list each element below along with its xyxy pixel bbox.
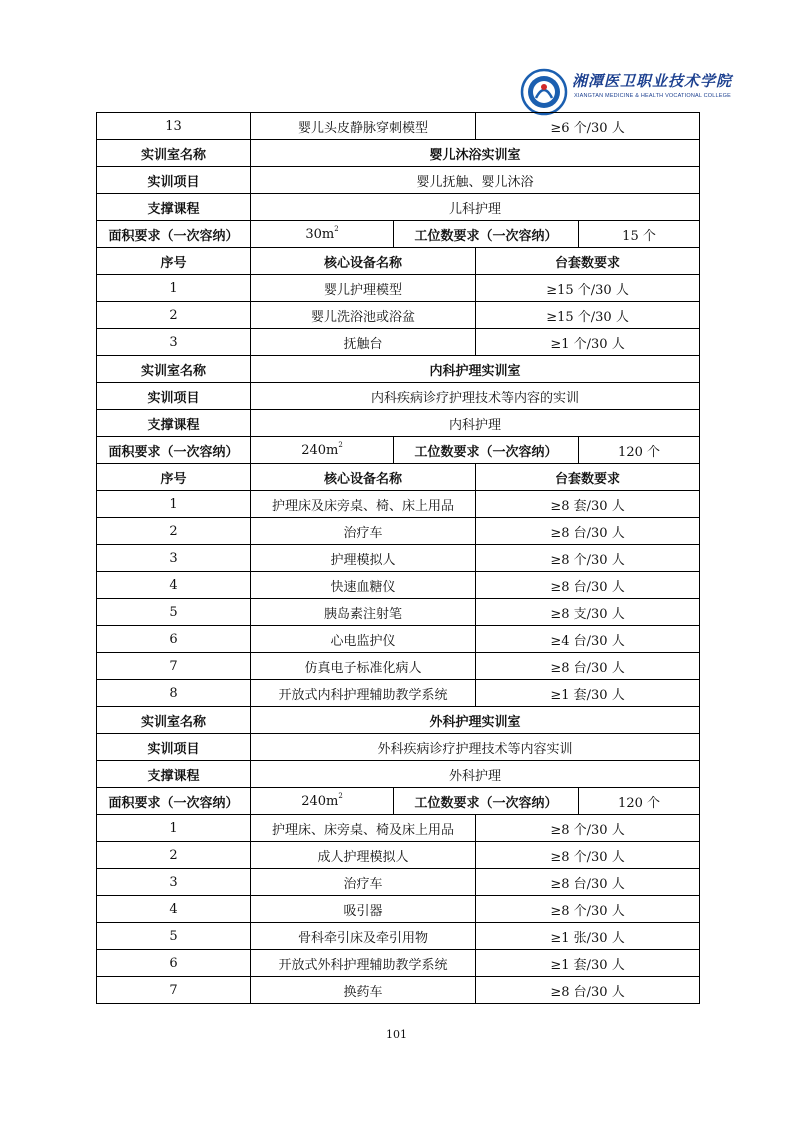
quantity-cell: ≥4 台/30 人 [476, 626, 700, 653]
area-row [97, 437, 700, 464]
course-label: 支撑课程 [97, 761, 251, 788]
seq-cell: 1 [97, 815, 251, 842]
equipment-cell: 护理床及床旁桌、椅、床上用品 [251, 491, 476, 518]
project-row [97, 167, 700, 194]
equipment-cell: 心电监护仪 [251, 626, 476, 653]
seq-cell: 13 [97, 113, 251, 140]
equipment-cell: 换药车 [251, 977, 476, 1004]
seq-cell: 2 [97, 518, 251, 545]
quantity-header: 台套数要求 [476, 248, 700, 275]
area-value: $30m^2$ [251, 221, 394, 248]
project-row [97, 734, 700, 761]
equipment-cell: 婴儿头皮静脉穿刺模型 [251, 113, 476, 140]
table-row [97, 329, 700, 356]
page-number: 101 [386, 1028, 407, 1041]
seq-cell: 3 [97, 869, 251, 896]
table-row [97, 950, 700, 977]
seq-cell: 6 [97, 950, 251, 977]
seq-cell: 7 [97, 653, 251, 680]
project-label: 实训项目 [97, 734, 251, 761]
course-row [97, 194, 700, 221]
room-name-row [97, 707, 700, 734]
table-row [97, 302, 700, 329]
quantity-cell: ≥8 台/30 人 [476, 869, 700, 896]
seq-cell: 5 [97, 923, 251, 950]
course-row [97, 761, 700, 788]
equipment-cell: 胰岛素注射笔 [251, 599, 476, 626]
seq-cell: 1 [97, 491, 251, 518]
quantity-cell: ≥6 个/30 人 [476, 113, 700, 140]
college-logo [520, 66, 733, 116]
course-row [97, 410, 700, 437]
equipment-cell: 开放式内科护理辅助教学系统 [251, 680, 476, 707]
quantity-cell: ≥8 个/30 人 [476, 842, 700, 869]
seq-cell: 3 [97, 545, 251, 572]
table-row [97, 626, 700, 653]
table-row [97, 275, 700, 302]
table-row [97, 572, 700, 599]
project-value: 婴儿抚触、婴儿沐浴 [251, 167, 700, 194]
quantity-cell: ≥8 个/30 人 [476, 815, 700, 842]
seq-cell: 4 [97, 896, 251, 923]
quantity-cell: ≥15 个/30 人 [476, 302, 700, 329]
quantity-cell: ≥1 套/30 人 [476, 950, 700, 977]
equipment-header: 核心设备名称 [251, 464, 476, 491]
quantity-header: 台套数要求 [476, 464, 700, 491]
room-name-value: 外科护理实训室 [251, 707, 700, 734]
quantity-cell: ≥8 套/30 人 [476, 491, 700, 518]
table-row [97, 680, 700, 707]
equipment-cell: 婴儿洗浴池或浴盆 [251, 302, 476, 329]
equipment-cell: 治疗车 [251, 869, 476, 896]
quantity-cell: ≥8 个/30 人 [476, 896, 700, 923]
quantity-cell: ≥8 个/30 人 [476, 545, 700, 572]
seq-cell: 8 [97, 680, 251, 707]
project-value: 外科疾病诊疗护理技术等内容实训 [251, 734, 700, 761]
quantity-cell: ≥1 张/30 人 [476, 923, 700, 950]
area-row [97, 788, 700, 815]
course-value: 儿科护理 [251, 194, 700, 221]
equipment-cell: 仿真电子标准化病人 [251, 653, 476, 680]
logo-english-name: XIANGTAN MEDICINE & HEALTH VOCATIONAL COLLEGE [574, 93, 732, 99]
room-name-value: 内科护理实训室 [251, 356, 700, 383]
quantity-cell: ≥1 个/30 人 [476, 329, 700, 356]
course-value: 内科护理 [251, 410, 700, 437]
area-label: 面积要求（一次容纳） [97, 221, 251, 248]
table-row [97, 896, 700, 923]
course-value: 外科护理 [251, 761, 700, 788]
seq-cell: 6 [97, 626, 251, 653]
college-emblem-icon [520, 68, 568, 116]
table-row [97, 923, 700, 950]
table-row [97, 599, 700, 626]
equipment-cell: 婴儿护理模型 [251, 275, 476, 302]
seq-cell: 4 [97, 572, 251, 599]
equipment-cell: 开放式外科护理辅助教学系统 [251, 950, 476, 977]
table-row [97, 653, 700, 680]
quantity-cell: ≥8 支/30 人 [476, 599, 700, 626]
area-value: $240m^2$ [251, 788, 394, 815]
table-row [97, 545, 700, 572]
equipment-cell: 治疗车 [251, 518, 476, 545]
equipment-cell: 抚触台 [251, 329, 476, 356]
area-row [97, 221, 700, 248]
seq-header: 序号 [97, 248, 251, 275]
project-label: 实训项目 [97, 383, 251, 410]
equipment-cell: 骨科牵引床及牵引用物 [251, 923, 476, 950]
equipment-cell: 成人护理模拟人 [251, 842, 476, 869]
station-label: 工位数要求（一次容纳） [394, 437, 579, 464]
station-label: 工位数要求（一次容纳） [394, 788, 579, 815]
course-label: 支撑课程 [97, 410, 251, 437]
room-name-label: 实训室名称 [97, 356, 251, 383]
column-header-row [97, 464, 700, 491]
station-label: 工位数要求（一次容纳） [394, 221, 579, 248]
project-label: 实训项目 [97, 167, 251, 194]
room-name-row [97, 356, 700, 383]
course-label: 支撑课程 [97, 194, 251, 221]
room-name-value: 婴儿沐浴实训室 [251, 140, 700, 167]
table-row [97, 977, 700, 1004]
table-row [97, 491, 700, 518]
table-row [97, 815, 700, 842]
equipment-cell: 护理床、床旁桌、椅及床上用品 [251, 815, 476, 842]
seq-cell: 3 [97, 329, 251, 356]
table-row [97, 518, 700, 545]
seq-header: 序号 [97, 464, 251, 491]
quantity-cell: ≥8 台/30 人 [476, 653, 700, 680]
project-row [97, 383, 700, 410]
room-name-label: 实训室名称 [97, 707, 251, 734]
column-header-row [97, 248, 700, 275]
room-name-row [97, 140, 700, 167]
quantity-cell: ≥8 台/30 人 [476, 572, 700, 599]
station-value: 120 个 [579, 788, 700, 815]
project-value: 内科疾病诊疗护理技术等内容的实训 [251, 383, 700, 410]
equipment-cell: 快速血糖仪 [251, 572, 476, 599]
seq-cell: 2 [97, 302, 251, 329]
area-label: 面积要求（一次容纳） [97, 437, 251, 464]
table-row [97, 113, 700, 140]
quantity-cell: ≥8 台/30 人 [476, 977, 700, 1004]
area-value: $240m^2$ [251, 437, 394, 464]
training-room-table [96, 112, 700, 1004]
room-name-label: 实训室名称 [97, 140, 251, 167]
seq-cell: 7 [97, 977, 251, 1004]
quantity-cell: ≥1 套/30 人 [476, 680, 700, 707]
logo-chinese-name: 湘潭医卫职业技术学院 [572, 72, 733, 90]
quantity-cell: ≥8 台/30 人 [476, 518, 700, 545]
quantity-cell: ≥15 个/30 人 [476, 275, 700, 302]
seq-cell: 5 [97, 599, 251, 626]
table-row [97, 842, 700, 869]
equipment-header: 核心设备名称 [251, 248, 476, 275]
equipment-cell: 护理模拟人 [251, 545, 476, 572]
area-label: 面积要求（一次容纳） [97, 788, 251, 815]
station-value: 120 个 [579, 437, 700, 464]
equipment-cell: 吸引器 [251, 896, 476, 923]
seq-cell: 1 [97, 275, 251, 302]
station-value: 15 个 [579, 221, 700, 248]
seq-cell: 2 [97, 842, 251, 869]
table-row [97, 869, 700, 896]
